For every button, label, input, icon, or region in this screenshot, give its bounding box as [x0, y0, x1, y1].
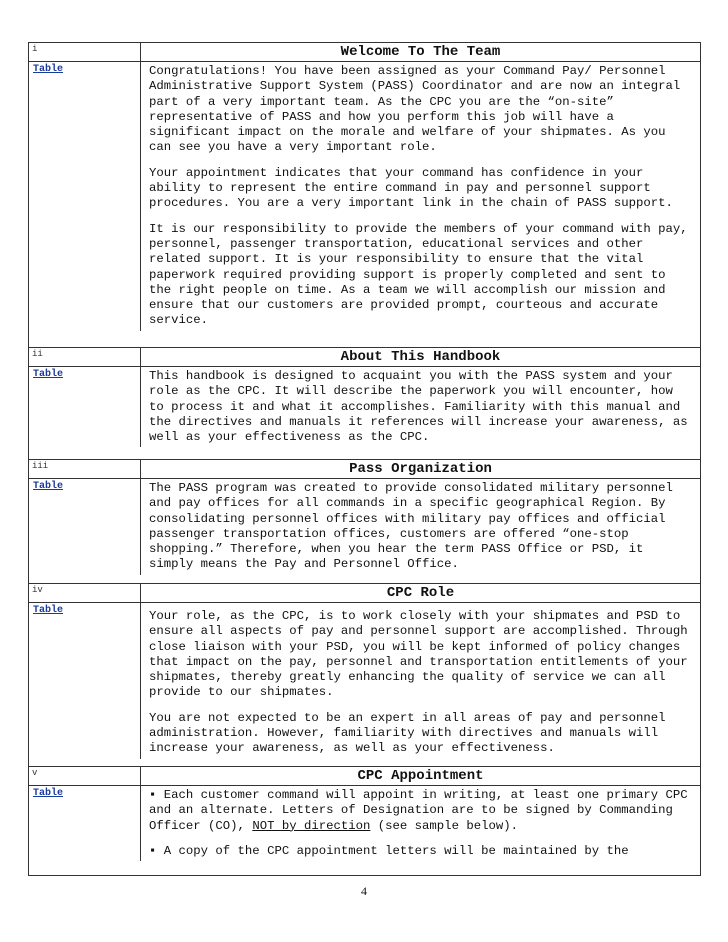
section-welcome: [28, 42, 701, 348]
paragraph: The PASS program was created to provide consolidated military personnel and pay offices for all commands in a specific geographical Region. By consolidating personnel offices with military pay offices and official passenger transportation offices, customers are offered “one-stop shopping.” Therefore, when you hear the term PASS Office or PSD, it simply means the Pay and Personnel Office.: [149, 481, 673, 572]
bullet-item: [149, 788, 692, 834]
section-content: [141, 786, 700, 861]
paragraph: You are not expected to be an expert in all areas of pay and personnel administration. However, familiarity with directives and manuals will increase your awareness, as well as your effectiveness.: [149, 710, 666, 756]
table-link[interactable]: Table: [29, 603, 141, 759]
bullet-text: ▪ Each customer command will appoint in writing, at least one primary CPC and an alternate. Letters of Designation are to be signed by Commanding Officer (CO),: [149, 788, 688, 833]
table-link[interactable]: Table: [29, 367, 141, 447]
section-body: [29, 603, 700, 759]
section-body: [29, 479, 700, 575]
section-body: [29, 367, 700, 447]
section-content: [141, 62, 700, 331]
section-number: iv: [29, 584, 141, 602]
paragraph: Your role, as the CPC, is to work closely with your shipmates and PSD to ensure all aspects of pay and personnel support are accomplished. Through close liaison with your PSD, you will be kept informed of policy changes that impact on the pay, personnel and transportation entitlements of your shipmates, thereby greatly enhancing the quality of service we can all provide to our shipmates.: [149, 609, 688, 700]
section-content: [141, 367, 700, 447]
bullet-text-end: (see sample below).: [370, 818, 518, 833]
underlined-text: NOT by direction: [252, 818, 371, 833]
section-title: Pass Organization: [349, 461, 492, 477]
table-link[interactable]: Table: [29, 479, 141, 575]
section-title: CPC Appointment: [357, 768, 484, 784]
section-number: iii: [29, 460, 141, 478]
document-page: [28, 42, 701, 876]
section-pass-organization: [28, 460, 701, 584]
section-header: [29, 43, 700, 62]
paragraph: Congratulations! You have been assigned as your Command Pay/ Personnel Administrative Support System (PASS) Coordinator and are now an integral part of a very important team. As the CPC you are the “on-site” representative of PASS and how you perform this job will have a significant impact on the morale and welfare of your shipmates. As you can see you have a very important role.: [149, 64, 681, 155]
section-header: [29, 460, 700, 479]
section-header: [29, 767, 700, 786]
page-number: 4: [361, 884, 367, 898]
section-header: [29, 584, 700, 603]
section-cpc-appointment: [28, 767, 701, 876]
section-body: [29, 786, 700, 861]
paragraph: It is our responsibility to provide the members of your command with pay, personnel, passenger transportation, educational services and other related support. It is your responsibility to ensure that the vital paperwork required providing support is properly completed and sent to the right people on time. As a team we will accomplish our mission and ensure that our customers are provided prompt, courteous and accurate service.: [149, 221, 688, 328]
section-title: Welcome To The Team: [340, 44, 501, 60]
section-header: [29, 348, 700, 367]
paragraph: Your appointment indicates that your command has confidence in your ability to represent the entire command in pay and personnel support procedures. You are a very important link in the chain of PASS support.: [149, 165, 673, 211]
section-body: [29, 62, 700, 331]
bullet-item: ▪ A copy of the CPC appointment letters will be maintained by the: [149, 843, 629, 858]
section-about-handbook: [28, 348, 701, 460]
section-number: i: [29, 43, 141, 61]
paragraph: This handbook is designed to acquaint you with the PASS system and your role as the CPC. It will describe the paperwork you will encounter, how to process it and what it accomplishes. Familiarity with this manual and the directives and manuals it references will increase your awareness, as well as your effectiveness as the CPC.: [149, 369, 688, 445]
table-link[interactable]: Table: [29, 786, 141, 861]
section-cpc-role: [28, 584, 701, 767]
section-number: ii: [29, 348, 141, 366]
section-content: [141, 479, 700, 575]
section-content: [141, 603, 700, 759]
section-title: CPC Role: [386, 585, 455, 601]
section-number: v: [29, 767, 141, 785]
section-title: About This Handbook: [340, 349, 501, 365]
table-link[interactable]: Table: [29, 62, 141, 331]
